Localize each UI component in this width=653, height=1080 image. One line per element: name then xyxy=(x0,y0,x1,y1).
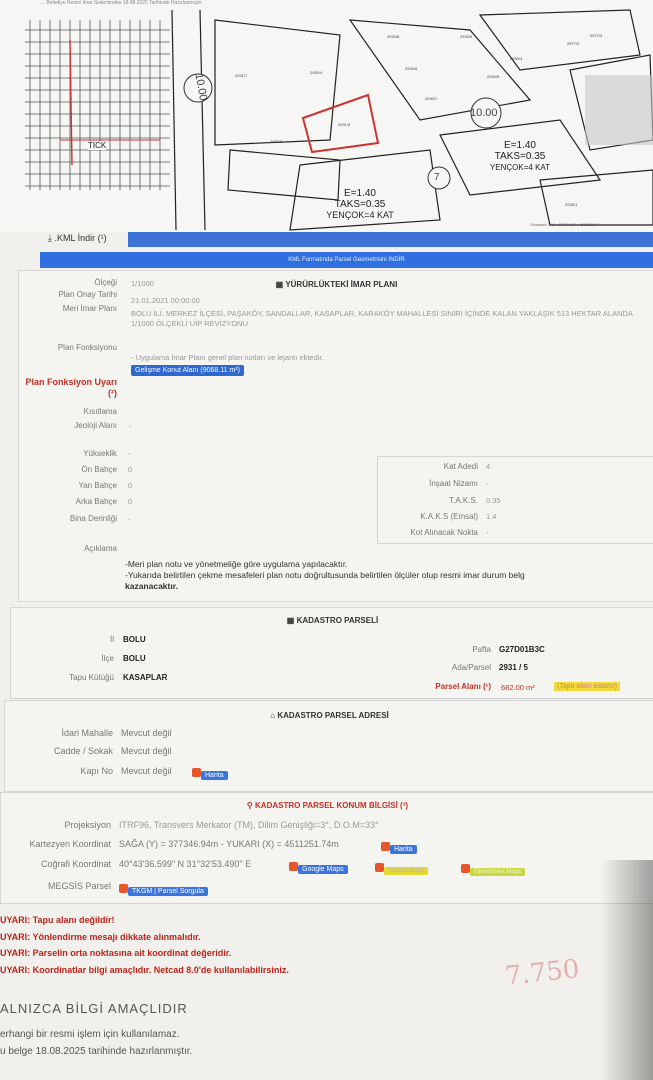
handwritten-note: 7.750 xyxy=(503,954,581,992)
pafta-label: Pafta xyxy=(472,645,491,654)
aciklama-text: -Meri plan notu ve yönetmeliğe göre uygulama yapılacaktır. -Yukarıda belirtilen çekme mesafeleri plan notu doğrultusunda belirtilen ölçüler olup resmi imar durum belg kazanacaktır. xyxy=(125,559,525,591)
konum-bilgisi-panel xyxy=(0,792,653,904)
olcek-label: Ölçeği xyxy=(94,278,117,287)
parcel-label: 2930/9 xyxy=(460,34,473,39)
footer-line-1: erhangi bir resmi işlem için kullanılamaz. xyxy=(0,1029,180,1040)
parcel-label: 2931/4 xyxy=(310,70,323,75)
aciklama-label: Açıklama xyxy=(84,544,117,553)
tick-label: TİCK xyxy=(88,141,107,150)
parcel-label: 2977/3 xyxy=(590,33,603,38)
kapi-no-label: Kapı No xyxy=(80,766,113,776)
map-pin-icon xyxy=(381,842,390,851)
openstreet-maps-button[interactable]: OpenStreet Maps xyxy=(461,860,525,878)
map-header-text: … Belediye Resmi İmar Sisteminden 18.08.2025 Tarihinde Hazırlanmıştır xyxy=(40,0,202,6)
page-shadow xyxy=(600,860,653,1080)
kat-adedi-value: 4 xyxy=(486,462,491,471)
cografi-value: 40°43'36.599" N 31°32'53.490" E xyxy=(119,859,252,869)
yukseklik-value: - xyxy=(128,449,131,458)
yan-bahce-value: 0 xyxy=(128,481,133,490)
road-label: 7 xyxy=(434,172,440,183)
insaat-nizami-value: - xyxy=(486,479,489,488)
kadastro-adres-title: ⌂ KADASTRO PARSEL ADRESİ xyxy=(270,711,389,720)
kartezyen-harita-button[interactable]: Harita xyxy=(381,838,417,856)
map-icon: ▦ xyxy=(275,280,284,289)
location-pin-icon: ⚲ xyxy=(246,801,253,810)
pafta-value: G27D01B3C xyxy=(499,645,545,654)
meri-plan-value: BOLU İLİ, MERKEZ İLÇESİ, PAŞAKÖY, SANDALLAR, KASAPLAR, KARAKÖY MAHALLESİ SINIRI İÇİNDE KALAN YAKLAŞIK 513 HEKTAR ALANDA 1/1000 ÖLÇEKLİ UİP REVİZYONU xyxy=(131,309,633,328)
il-label: İl xyxy=(110,635,114,644)
projeksiyon-label: Projeksiyon xyxy=(64,820,111,830)
kapi-no-value: Mevcut değil xyxy=(121,766,172,776)
cografi-label: Coğrafi Koordinat xyxy=(40,859,111,869)
yandex-maps-button[interactable]: Yandex Maps xyxy=(375,859,428,877)
plan-fonksiyonu-badge[interactable]: Gelişme Konut Alanı (9068.11 m²) xyxy=(131,365,244,376)
kartezyen-label: Kartezyen Koordinat xyxy=(29,839,111,849)
road-label: 10.00 xyxy=(470,107,498,119)
kadastro-adres-panel xyxy=(4,700,653,792)
tapu-kutugu-label: Tapu Kütüğü xyxy=(69,673,114,682)
imar-plan-title: ▦ YÜRÜRLÜKTEKİ İMAR PLANI xyxy=(275,280,398,289)
road-label: 10.00 xyxy=(192,72,210,102)
megsis-button[interactable]: TKGM | Parsel Sorgula xyxy=(119,880,208,898)
yukseklik-label: Yükseklik xyxy=(83,449,117,458)
megsis-label: MEGSİS Parsel xyxy=(47,881,111,891)
kaks-value: 1.4 xyxy=(486,512,497,521)
ilce-value: BOLU xyxy=(123,654,146,663)
kot-label: Kot Alınacak Nokta xyxy=(410,528,478,537)
warning-item: UYARI: Tapu alanı değildir! xyxy=(0,915,115,925)
bina-derinligi-value: - xyxy=(128,515,131,524)
ada-parsel-value: 2931 / 5 xyxy=(499,663,528,672)
kartezyen-value: SAĞA (Y) = 377346.94m - YUKARI (X) = 4511251.74m xyxy=(119,839,339,849)
kisitlama-label: Kısıtlama xyxy=(83,407,117,416)
map-pin-icon xyxy=(119,884,128,893)
meri-plan-label: Meri İmar Planı xyxy=(62,304,117,313)
arka-bahce-value: 0 xyxy=(128,497,133,506)
footer-line-2: u belge 18.08.2025 tarihinde hazırlanmıştır. xyxy=(0,1046,193,1057)
google-maps-button[interactable]: Google Maps xyxy=(289,858,348,876)
il-value: BOLU xyxy=(123,635,146,644)
parcel-label: 2931/5 xyxy=(338,122,351,127)
olcek-value: 1/1000 xyxy=(131,279,154,288)
kat-adedi-label: Kat Adedi xyxy=(443,462,478,471)
yan-bahce-label: Yan Bahçe xyxy=(78,481,117,490)
parcel-label: 2930/7 xyxy=(425,96,438,101)
konum-bilgisi-title: ⚲ KADASTRO PARSEL KONUM BİLGİSİ (³) xyxy=(246,801,409,810)
ilce-label: İlçe xyxy=(101,654,114,663)
parcel-label: 2935/1 xyxy=(565,202,578,207)
plan-onay-value: 21.01.2021 00:00:00 xyxy=(131,296,200,305)
projeksiyon-value: ITRF96, Transvers Merkator (TM), Dilim Genişliği=3°, D.O.M=33° xyxy=(119,820,379,830)
cadde-sokak-label: Cadde / Sokak xyxy=(53,746,113,756)
grid-icon: ▦ xyxy=(286,616,295,625)
tapu-kutugu-value: KASAPLAR xyxy=(123,673,168,682)
arka-bahce-label: Arka Bahçe xyxy=(75,497,117,506)
kml-row xyxy=(40,230,653,250)
parcel-label: 2930/6 xyxy=(405,66,418,71)
map-pin-icon xyxy=(375,863,384,872)
idari-mahalle-label: İdari Mahalle xyxy=(61,728,113,738)
home-icon: ⌂ xyxy=(270,711,276,720)
jeoloji-label: Jeoloji Alanı xyxy=(74,421,117,430)
parsel-alani-value: 682.00 m² xyxy=(501,683,535,692)
map-pin-icon xyxy=(192,768,201,777)
parcel-label: 2930/4 xyxy=(510,56,523,61)
parcel-label: 2931/6 xyxy=(270,139,283,144)
cadde-sokak-value: Mevcut değil xyxy=(121,746,172,756)
kadastro-parsel-title: ▦ KADASTRO PARSELİ xyxy=(286,616,379,625)
kaks-label: K.A.K.S (Emsal) xyxy=(420,512,478,521)
map-footer-coords: Ortalama 7.16 · 37734.87 · 4511251.74 xyxy=(530,222,600,227)
parcel-label: 2930/8 xyxy=(387,34,400,39)
zone-label: E=1.40 TAKS=0.35 YENÇOK=4 KAT xyxy=(326,188,394,220)
insaat-nizami-label: İnşaat Nizamı xyxy=(429,479,478,488)
map-pin-icon xyxy=(289,862,298,871)
imar-plan-map xyxy=(0,0,653,232)
plan-fonksiyon-uyari-label: Plan Fonksiyon Uyarı (²) xyxy=(25,377,117,398)
download-icon: ⤓ xyxy=(48,233,52,243)
parsel-alani-label: Parsel Alanı (¹) xyxy=(435,682,491,691)
kml-download-button[interactable]: KML Formatında Parsel Geometrisini İNDİR xyxy=(40,252,653,268)
warning-item: UYARI: Yönlendirme mesajı dikkate alınmalıdır. xyxy=(0,931,201,942)
taks-value: 0.35 xyxy=(486,496,501,505)
kapi-no-harita-button[interactable]: Harita xyxy=(192,764,228,782)
jeoloji-value: - xyxy=(129,422,132,431)
kat-table xyxy=(377,456,653,544)
map-pin-icon xyxy=(461,864,470,873)
on-bahce-value: 0 xyxy=(128,465,133,474)
parcel-label: 2931/7 xyxy=(235,73,248,78)
bina-derinligi-label: Bina Derinliği xyxy=(69,514,117,523)
kadastro-parsel-panel xyxy=(10,607,653,699)
kml-download-link[interactable]: ⤓ .KML İndir (¹) xyxy=(48,233,107,243)
footer-title: ALNIZCA BİLGİ AMAÇLIDIR xyxy=(0,1001,188,1016)
kml-download-bar[interactable] xyxy=(128,232,653,247)
plan-onay-label: Plan Onay Tarihi xyxy=(58,290,117,299)
warning-item: UYARI: Koordinatlar bilgi amaçlıdır. Netcad 8.0'de kullanılabilirsiniz. xyxy=(0,964,289,975)
taks-label: T.A.K.S. xyxy=(449,496,478,505)
kot-value: - xyxy=(486,528,489,537)
plan-fonksiyonu-note: - Uygulama İmar Planı genel plan notları ve lejantı ektedir. xyxy=(131,353,324,362)
zone-label: E=1.40 TAKS=0.35 YENÇOK=4 KAT xyxy=(489,140,551,172)
tapu-alani-badge: (Tapu alanı esastır) xyxy=(554,682,620,691)
idari-mahalle-value: Mevcut değil xyxy=(121,728,172,738)
ada-parsel-label: Ada/Parsel xyxy=(451,663,491,672)
imar-plan-panel xyxy=(18,270,653,602)
plan-fonksiyonu-label: Plan Fonksiyonu xyxy=(57,343,117,352)
parcel-label: 2930/5 xyxy=(487,74,500,79)
on-bahce-label: Ön Bahçe xyxy=(81,465,117,474)
parcel-label: 2977/2 xyxy=(567,41,580,46)
warning-item: UYARI: Parselin orta noktasına ait koordinat değeridir. xyxy=(0,948,232,958)
